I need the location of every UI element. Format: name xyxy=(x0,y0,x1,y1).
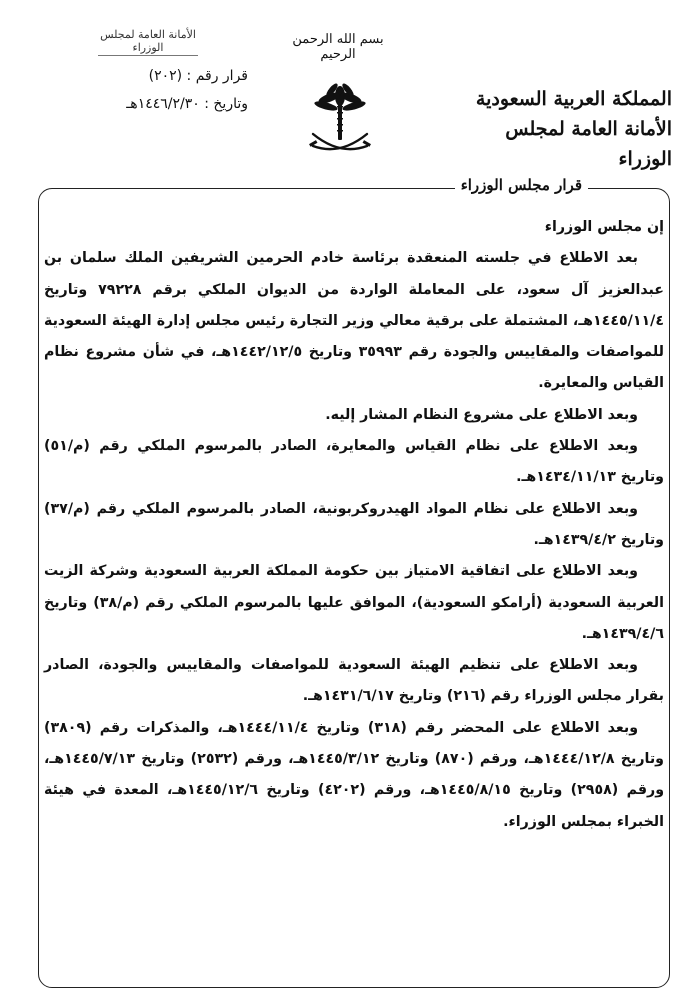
decision-body xyxy=(44,212,664,838)
paragraph: وبعد الاطلاع على تنظيم الهيئة السعودية للمواصفات والمقاييس والجودة، الصادر بقرار مجلس الوزراء رقم (٢١٦) وتاريخ ١٤٣١/٦/١٧هـ. xyxy=(44,657,664,705)
paragraph: وبعد الاطلاع على مشروع النظام المشار إليه. xyxy=(325,406,638,423)
kingdom-name: المملكة العربية السعودية xyxy=(475,88,672,110)
secretariat-name: الأمانة العامة لمجلس الوزراء xyxy=(505,118,672,170)
saudi-emblem-icon xyxy=(305,82,375,162)
opening-line: إن مجلس الوزراء xyxy=(544,219,664,235)
secretariat-stamp: الأمانة العامة لمجلس الوزراء xyxy=(98,28,198,56)
letterhead xyxy=(452,84,672,174)
paragraph: وبعد الاطلاع على اتفاقية الامتياز بين حكومة المملكة العربية السعودية وشركة الزيت العربية السعودية (أرامكو السعودية)، الموافق عليها بالمرسوم الملكي رقم (م/٣٨) وتاريخ ١٤٣٩/٤/٦هـ. xyxy=(44,563,664,642)
decision-number: قرار رقم : (٢٠٢) xyxy=(148,68,248,84)
frame-heading: قرار مجلس الوزراء xyxy=(455,176,588,194)
basmala: بسم الله الرحمن الرحيم xyxy=(292,32,384,62)
paragraph: وبعد الاطلاع على نظام المواد الهيدروكربونية، الصادر بالمرسوم الملكي رقم (م/٣٧) وتاريخ ١٤٣٩/٤/٢هـ. xyxy=(44,500,664,548)
decision-date: وتاريخ : ١٤٤٦/٢/٣٠هـ xyxy=(126,96,248,112)
paragraph: بعد الاطلاع في جلسته المنعقدة برئاسة خادم الحرمين الشريفين الملك سلمان بن عبدالعزيز آل سعود، على المعاملة الواردة من الديوان الملكي برقم ٧٩٢٢٨ وتاريخ ١٤٤٥/١١/٤هـ، المشتملة على برقية معالي وزير التجارة رئيس مجلس إدارة الهيئة السعودية للمواصفات والمقاييس والجودة رقم ٣٥٩٩٣ وتاريخ ١٤٤٢/١٢/٥هـ، في شأن مشروع نظام القياس والمعايرة. xyxy=(44,250,665,392)
decision-info xyxy=(98,62,248,118)
paragraph: وبعد الاطلاع على نظام القياس والمعايرة، الصادر بالمرسوم الملكي رقم (م/٥١) وتاريخ ١٤٣٤/١١/١٣هـ. xyxy=(44,438,664,486)
paragraph: وبعد الاطلاع على المحضر رقم (٣١٨) وتاريخ ١٤٤٤/١١/٤هـ، والمذكرات رقم (٣٨٠٩) وتاريخ ١٤٤٤/١٢/٨هـ، ورقم (٨٧٠) وتاريخ ١٤٤٥/٣/١٢هـ، ورقم (٢٥٣٢) وتاريخ ١٤٤٥/٧/١٣هـ، ورقم (٢٩٥٨) وتاريخ ١٤٤٥/٨/١٥هـ، ورقم (٤٢٠٢) وتاريخ ١٤٤٥/١٢/٦هـ، المعدة في هيئة الخبراء بمجلس الوزراء. xyxy=(44,719,665,830)
